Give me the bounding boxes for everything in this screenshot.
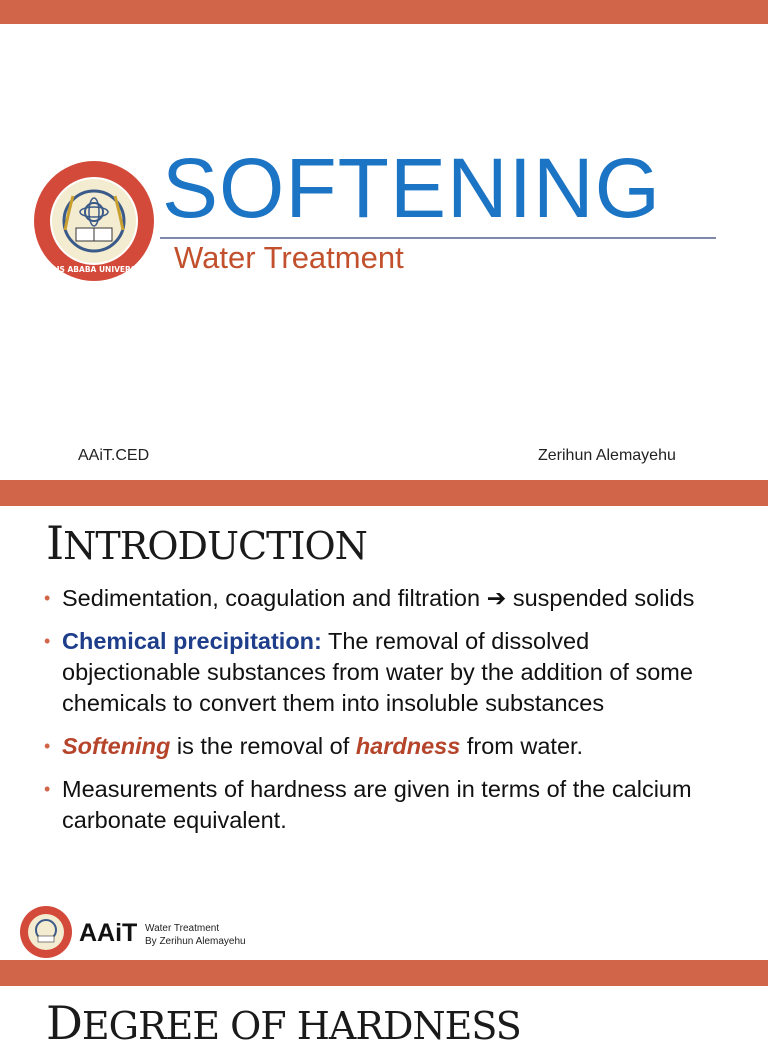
slide-subtitle: Water Treatment xyxy=(174,240,404,275)
term-hardness: hardness xyxy=(355,733,461,759)
footer-brand: AAiT xyxy=(79,919,138,947)
term-chemical-precipitation: Chemical precipitation: xyxy=(62,628,322,654)
svg-text:ADDIS ABABA UNIVERSITY: ADDIS ABABA UNIVERSITY xyxy=(38,265,150,274)
bullet-text: from water. xyxy=(466,733,584,759)
university-seal-small-icon xyxy=(19,905,73,959)
introduction-heading xyxy=(46,516,367,570)
slide-separator-bar-2 xyxy=(0,960,768,986)
bullet-measurements xyxy=(44,774,734,836)
bullet-text: The removal of dissolved objectionable substances from water by the addition of some chemicals to convert them into insoluble substances xyxy=(62,628,693,716)
title-underline xyxy=(160,237,716,239)
footer-author: Zerihun Alemayehu xyxy=(538,447,676,464)
bullet-chemical-precipitation xyxy=(44,626,734,719)
bullet-text: Sedimentation, coagulation and filtration xyxy=(62,585,481,611)
bullet-text: Measurements of hardness are given in terms of the calcium carbonate equivalent. xyxy=(62,776,692,833)
bullet-text: is the removal of xyxy=(176,733,350,759)
footer-course: Water Treatment xyxy=(145,923,220,934)
footer-byline: By Zerihun Alemayehu xyxy=(145,936,246,947)
footer-department: AAiT.CED xyxy=(78,447,150,464)
introduction-bullets xyxy=(44,583,734,848)
term-softening: Softening xyxy=(62,733,171,759)
heading-initial: I xyxy=(46,516,64,570)
bullet-text: suspended solids xyxy=(512,585,695,611)
top-accent-bar xyxy=(0,0,768,24)
heading-initial: D xyxy=(46,996,82,1050)
addis-ababa-university-seal-icon xyxy=(33,160,155,282)
degree-of-hardness-heading xyxy=(46,996,521,1050)
slide-title: SOFTENING xyxy=(162,141,662,235)
bullet-sedimentation xyxy=(44,583,734,614)
arrow-right-icon: ➔ xyxy=(486,585,507,611)
bullet-softening xyxy=(44,731,734,762)
heading-rest: NTRODUCTION xyxy=(63,524,367,568)
slide-separator-bar xyxy=(0,480,768,506)
heading-rest: EGREE OF HARDNESS xyxy=(81,1004,521,1048)
